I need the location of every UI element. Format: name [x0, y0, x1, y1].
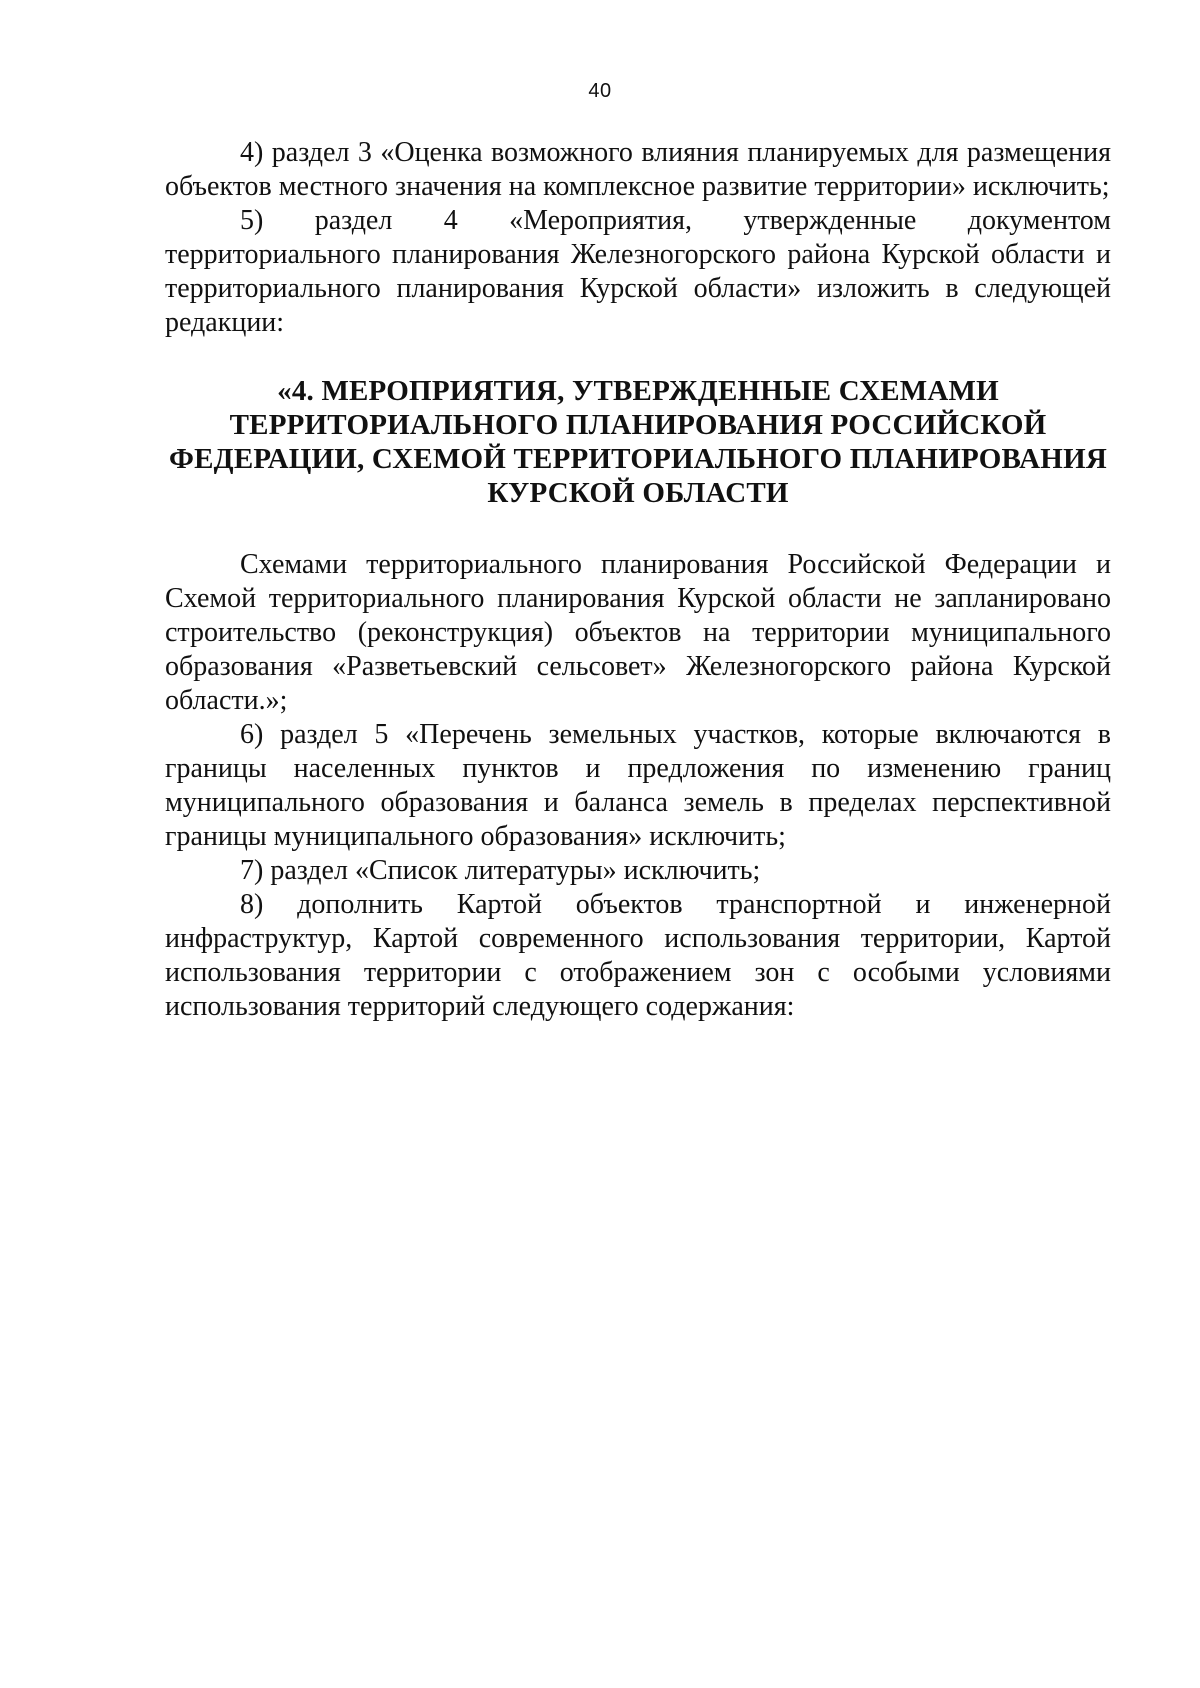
paragraph-item-6: 6) раздел 5 «Перечень земельных участков, которые включаются в границы населенных пунктов и предложения по изменению границ муниципального образования и баланса земель в пределах перспективной границы муниципального образования» исключить;	[165, 719, 1111, 852]
paragraph-item-7: 7) раздел «Список литературы» исключить;	[240, 855, 761, 886]
section-heading-line: ФЕДЕРАЦИИ, СХЕМОЙ ТЕРРИТОРИАЛЬНОГО ПЛАНИРОВАНИЯ	[169, 443, 1107, 475]
paragraph-item-4: 4) раздел 3 «Оценка возможного влияния планируемых для размещения объектов местного значения на комплексное развитие территории» исключить;	[165, 137, 1111, 202]
paragraph-item-8: 8) дополнить Картой объектов транспортной и инженерной инфраструктур, Картой современного использования территории, Картой использования территории с отображением зон с особыми условиями использования территорий следующего содержания:	[165, 889, 1111, 1022]
section-heading	[165, 374, 1111, 510]
section-body-paragraph: Схемами территориального планирования Российской Федерации и Схемой территориального планирования Курской области не запланировано строительство (реконструкция) объектов на территории муниципального образования «Разветьевский сельсовет» Железногорского района Курской области.»;	[165, 549, 1111, 716]
section-heading-line: «4. МЕРОПРИЯТИЯ, УТВЕРЖДЕННЫЕ СХЕМАМИ	[277, 375, 999, 407]
document-body	[165, 136, 1111, 1024]
section-heading-line: КУРСКОЙ ОБЛАСТИ	[487, 477, 789, 509]
page-number: 40	[588, 80, 612, 102]
paragraph-item-5: 5) раздел 4 «Мероприятия, утвержденные документом территориального планирования Железногорского района Курской области и территориального планирования Курской области» изложить в следующей редакции:	[165, 205, 1111, 338]
section-heading-line: ТЕРРИТОРИАЛЬНОГО ПЛАНИРОВАНИЯ РОССИЙСКОЙ	[229, 409, 1047, 441]
